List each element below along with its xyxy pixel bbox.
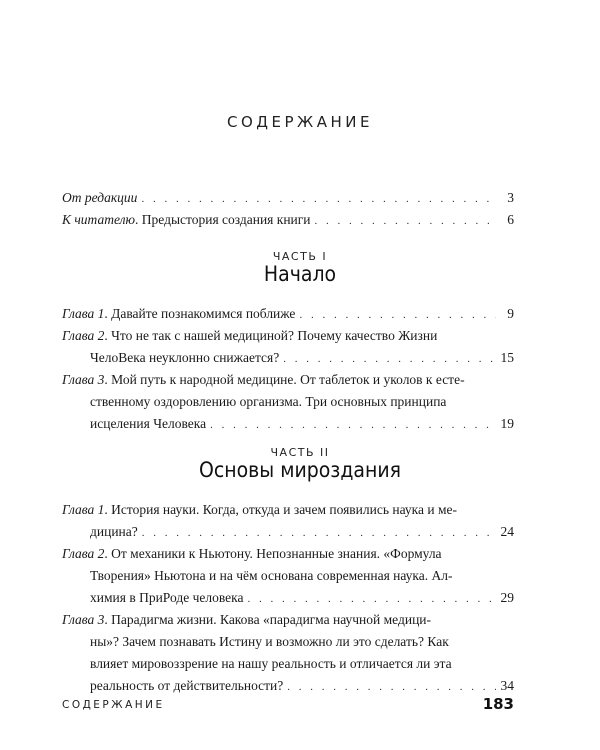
toc-entry-prefix: К читателю — [62, 212, 136, 227]
toc-entry-prefix: От редакции — [62, 190, 138, 205]
toc-entry-line — [62, 631, 514, 653]
toc-page-number: 15 — [500, 350, 514, 365]
toc-entry-text: дицина? — [90, 524, 138, 539]
toc-entry-text: . Мой путь к народной медицине. От таблеток и уколов к есте- — [104, 372, 465, 387]
toc-page-number: 19 — [500, 416, 514, 431]
footer-page-number: 183 — [482, 695, 514, 713]
dot-leader — [210, 414, 496, 436]
toc-entry-text: влияет мировоззрение на нашу реальность и отличается ли эта — [90, 656, 452, 671]
toc-entry-text: . Давайте познакомимся поближе — [104, 306, 296, 321]
dot-leader — [315, 210, 496, 232]
toc-entry[interactable] — [62, 187, 514, 209]
toc-entry-line — [62, 391, 514, 413]
footer-running-head: СОДЕРЖАНИЕ — [62, 699, 165, 711]
toc-page-number: 3 — [507, 190, 514, 205]
toc-entry-text: ны»? Зачем познавать Истину и возможно ли это сделать? Как — [90, 634, 449, 649]
page-title: СОДЕРЖАНИЕ — [227, 113, 373, 131]
toc-entry-line — [62, 587, 514, 609]
toc-entry[interactable] — [62, 209, 514, 231]
toc-entry-text: . От механики к Ньютону. Непознанные знания. «Формула — [104, 546, 442, 561]
toc-entry-line — [62, 347, 514, 369]
part-2-label: ЧАСТЬ II — [270, 446, 330, 459]
toc-entry-text: Творения» Ньютона и на чём основана современная наука. Ал- — [90, 568, 453, 583]
toc-entry-text: ственному оздоровлению организма. Три основных принципа — [90, 394, 447, 409]
toc-entry-line — [62, 543, 514, 565]
toc-page-number: 29 — [500, 590, 514, 605]
part-1-title: Начало — [263, 262, 337, 286]
toc-entry-line — [62, 209, 514, 231]
toc-page-number: 6 — [507, 212, 514, 227]
toc-page-number: 9 — [507, 306, 514, 321]
toc-entry-text: реальность от действительности? — [90, 678, 284, 693]
toc-entry-text: . История науки. Когда, откуда и зачем появились наука и ме- — [104, 502, 458, 517]
toc-entry-prefix: Глава 2 — [62, 546, 105, 561]
toc-entry[interactable] — [62, 303, 514, 325]
toc-entry[interactable] — [62, 325, 514, 369]
toc-entry[interactable] — [62, 609, 514, 697]
toc-entry-text: . Что не так с нашей медициной? Почему качество Жизни — [104, 328, 438, 343]
toc-entry-line — [62, 303, 514, 325]
toc-entry-text: . Парадигма жизни. Какова «парадигма научной медици- — [104, 612, 432, 627]
dot-leader — [142, 522, 496, 544]
toc-entry-text: исцеления Человека — [90, 416, 207, 431]
toc-entry-prefix: Глава 2 — [62, 328, 105, 343]
toc-entry-line — [62, 609, 514, 631]
toc-entry-line — [62, 499, 514, 521]
toc-entry-text: ЧелоВека неуклонно снижается? — [90, 350, 280, 365]
dot-leader — [247, 588, 496, 610]
dot-leader — [287, 676, 496, 698]
toc-entry[interactable] — [62, 369, 514, 435]
dot-leader — [299, 304, 496, 326]
toc-entry-prefix: Глава 3 — [62, 372, 105, 387]
toc-entry-prefix: Глава 1 — [62, 502, 105, 517]
toc-entry-line — [62, 675, 514, 697]
toc-entry-line — [62, 521, 514, 543]
part-2-title: Основы мироздания — [199, 458, 401, 482]
toc-entry-prefix: Глава 3 — [62, 612, 105, 627]
toc-entry-line — [62, 413, 514, 435]
toc-entry[interactable] — [62, 499, 514, 543]
toc-entry-line — [62, 187, 514, 209]
toc-entry-line — [62, 369, 514, 391]
toc-page-number: 34 — [500, 678, 514, 693]
toc-entry-line — [62, 653, 514, 675]
toc-page-number: 24 — [500, 524, 514, 539]
toc-entry[interactable] — [62, 543, 514, 609]
toc-entry-text: химия в ПриРоде человека — [90, 590, 244, 605]
dot-leader — [283, 348, 496, 370]
part-1-label: ЧАСТЬ I — [272, 250, 328, 263]
toc-entry-text: . Предыстория создания книги — [135, 212, 311, 227]
dot-leader — [141, 188, 496, 210]
toc-entry-prefix: Глава 1 — [62, 306, 105, 321]
toc-entry-line — [62, 325, 514, 347]
toc-entry-line — [62, 565, 514, 587]
